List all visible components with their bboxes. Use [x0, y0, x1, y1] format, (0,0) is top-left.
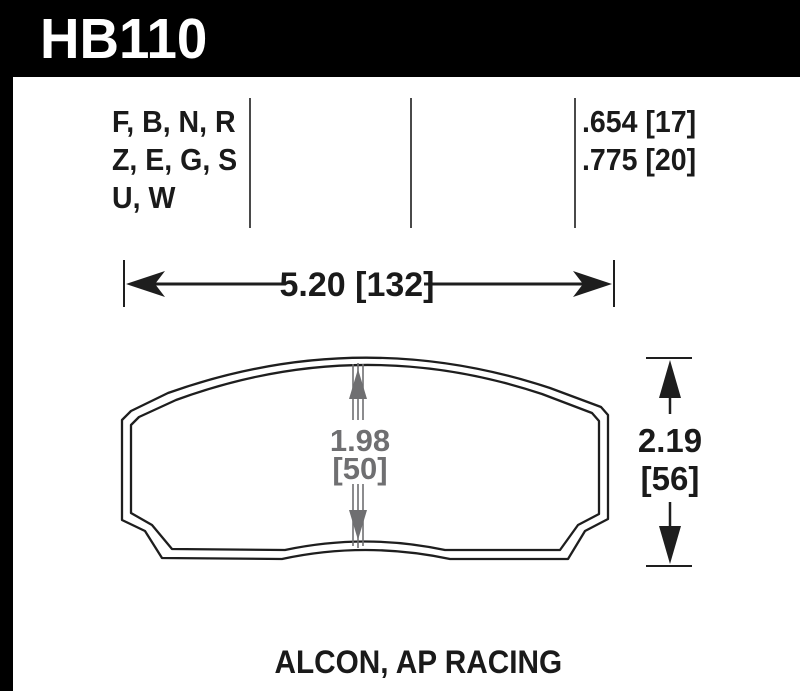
center-down-arrowhead-icon [349, 510, 367, 540]
part-number: HB110 [40, 7, 208, 71]
thickness-row: .654 [17] [582, 104, 697, 139]
width-dimension-label: 5.20 [132] [279, 266, 435, 304]
compound-row: F, B, N, R [112, 104, 236, 139]
thickness-list [582, 103, 696, 179]
center-up-arrowhead-icon [349, 369, 367, 399]
application-label: ALCON, AP RACING [274, 644, 563, 680]
table-dividers [250, 98, 575, 228]
center-height-in-label: 1.98 [329, 423, 391, 458]
height-up-arrowhead-icon [659, 360, 681, 398]
compound-list [112, 103, 237, 217]
pad-height-mm-label: [56] [640, 460, 700, 497]
thickness-row: .775 [20] [582, 142, 697, 177]
compound-row: U, W [112, 180, 176, 215]
pad-height-in-label: 2.19 [637, 422, 703, 459]
height-down-arrowhead-icon [659, 526, 681, 564]
center-height-mm-label: [50] [332, 451, 388, 486]
compound-row: Z, E, G, S [112, 142, 238, 177]
